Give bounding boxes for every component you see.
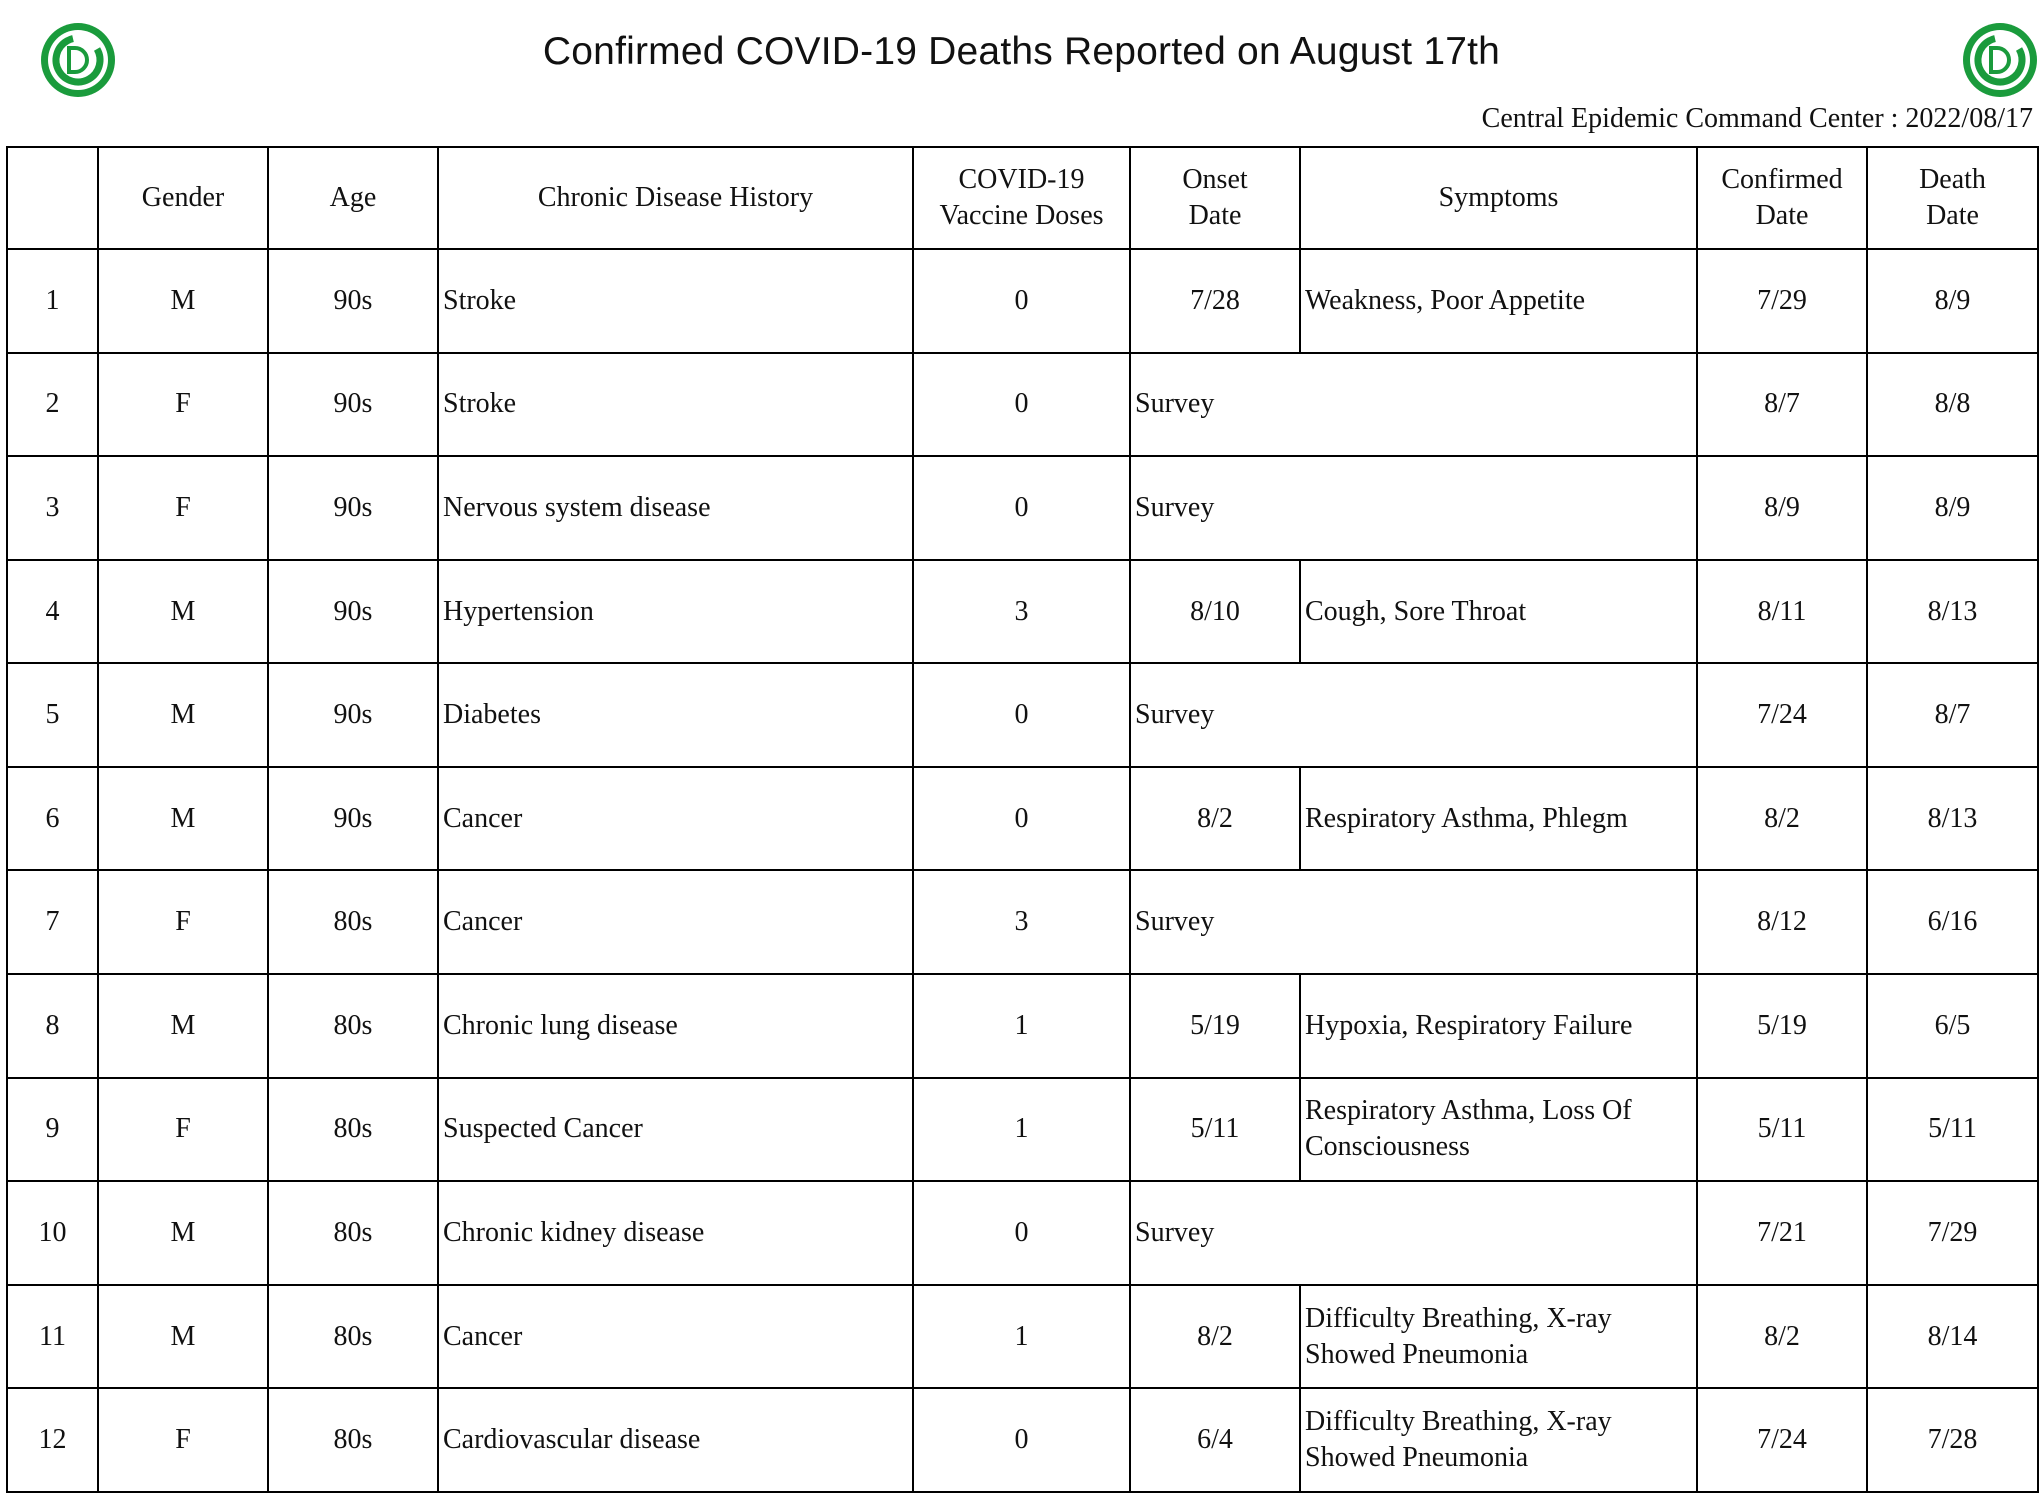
cell-confirmed: 8/2: [1697, 1285, 1867, 1389]
cell-symptoms: Respiratory Asthma, Loss Of Consciousness: [1300, 1078, 1697, 1182]
cell-death: 8/13: [1867, 767, 2038, 871]
cell-confirmed: 7/24: [1697, 1388, 1867, 1492]
cell-no: 6: [7, 767, 98, 871]
table-row: [7, 974, 2038, 1078]
col-header-gender: Gender: [98, 147, 268, 249]
cell-symptoms: Difficulty Breathing, X-ray Showed Pneumonia: [1300, 1285, 1697, 1389]
table-row: [7, 1388, 2038, 1492]
cell-survey: Survey: [1130, 456, 1697, 560]
cell-onset: 6/4: [1130, 1388, 1300, 1492]
col-header-confirmed-line2: Date: [1755, 200, 1809, 231]
cell-age: 80s: [268, 974, 438, 1078]
cell-gender: F: [98, 456, 268, 560]
cell-doses: 1: [913, 1285, 1130, 1389]
col-header-vaccine: [913, 147, 1130, 249]
cell-no: 4: [7, 560, 98, 664]
cell-confirmed: 8/11: [1697, 560, 1867, 664]
cell-chronic: Hypertension: [438, 560, 913, 664]
cell-gender: M: [98, 249, 268, 353]
source-line: Central Epidemic Command Center : 2022/08/17: [1481, 103, 2033, 134]
cell-no: 7: [7, 870, 98, 974]
cell-age: 90s: [268, 456, 438, 560]
cell-onset: 8/10: [1130, 560, 1300, 664]
cell-gender: F: [98, 1078, 268, 1182]
cell-symptoms: Cough, Sore Throat: [1300, 560, 1697, 664]
cell-death: 5/11: [1867, 1078, 2038, 1182]
col-header-onset-line2: Date: [1188, 200, 1242, 231]
cell-survey: Survey: [1130, 870, 1697, 974]
page-title: Confirmed COVID-19 Deaths Reported on August 17th: [542, 30, 1501, 73]
cell-death: 8/14: [1867, 1285, 2038, 1389]
cell-doses: 3: [913, 560, 1130, 664]
cell-onset: 8/2: [1130, 1285, 1300, 1389]
table-row: [7, 353, 2038, 457]
cell-confirmed: 8/9: [1697, 456, 1867, 560]
cell-gender: M: [98, 560, 268, 664]
cell-confirmed: 5/11: [1697, 1078, 1867, 1182]
header-row: [7, 147, 2038, 249]
cell-chronic: Chronic lung disease: [438, 974, 913, 1078]
col-header-chronic: Chronic Disease History: [438, 147, 913, 249]
cell-age: 90s: [268, 767, 438, 871]
cell-death: 8/13: [1867, 560, 2038, 664]
cell-death: 6/16: [1867, 870, 2038, 974]
cell-death: 8/9: [1867, 249, 2038, 353]
table-row: [7, 249, 2038, 353]
cell-survey: Survey: [1130, 663, 1697, 767]
cell-gender: M: [98, 1181, 268, 1285]
cell-chronic: Stroke: [438, 249, 913, 353]
cell-confirmed: 8/7: [1697, 353, 1867, 457]
cell-chronic: Cancer: [438, 767, 913, 871]
cell-no: 8: [7, 974, 98, 1078]
cell-death: 8/9: [1867, 456, 2038, 560]
cell-age: 90s: [268, 353, 438, 457]
col-header-vaccine-line2: Vaccine Doses: [939, 200, 1104, 231]
cell-age: 80s: [268, 1285, 438, 1389]
cell-no: 11: [7, 1285, 98, 1389]
cell-symptoms: Respiratory Asthma, Phlegm: [1300, 767, 1697, 871]
cell-doses: 0: [913, 767, 1130, 871]
cell-doses: 1: [913, 974, 1130, 1078]
cell-symptoms: Weakness, Poor Appetite: [1300, 249, 1697, 353]
cell-confirmed: 8/12: [1697, 870, 1867, 974]
cell-chronic: Stroke: [438, 353, 913, 457]
col-header-death: [1867, 147, 2038, 249]
cell-onset: 7/28: [1130, 249, 1300, 353]
cell-doses: 0: [913, 663, 1130, 767]
cell-gender: F: [98, 1388, 268, 1492]
cell-death: 8/8: [1867, 353, 2038, 457]
cell-no: 1: [7, 249, 98, 353]
cell-confirmed: 8/2: [1697, 767, 1867, 871]
cell-gender: M: [98, 974, 268, 1078]
col-header-age: Age: [268, 147, 438, 249]
cell-doses: 3: [913, 870, 1130, 974]
table-row: [7, 1181, 2038, 1285]
table-row: [7, 560, 2038, 664]
table-row: [7, 767, 2038, 871]
cell-death: 7/29: [1867, 1181, 2038, 1285]
cell-age: 80s: [268, 870, 438, 974]
cell-confirmed: 7/21: [1697, 1181, 1867, 1285]
cell-chronic: Chronic kidney disease: [438, 1181, 913, 1285]
cell-age: 80s: [268, 1388, 438, 1492]
col-header-vaccine-line1: COVID-19: [958, 164, 1085, 195]
cell-gender: F: [98, 353, 268, 457]
cell-no: 5: [7, 663, 98, 767]
cell-no: 10: [7, 1181, 98, 1285]
col-header-confirmed-line1: Confirmed: [1721, 164, 1843, 195]
cell-death: 6/5: [1867, 974, 2038, 1078]
cell-chronic: Cardiovascular disease: [438, 1388, 913, 1492]
cell-no: 12: [7, 1388, 98, 1492]
col-header-death-line2: Date: [1926, 200, 1979, 231]
cell-no: 9: [7, 1078, 98, 1182]
cell-confirmed: 7/24: [1697, 663, 1867, 767]
cell-doses: 0: [913, 249, 1130, 353]
cell-confirmed: 5/19: [1697, 974, 1867, 1078]
cell-onset: 8/2: [1130, 767, 1300, 871]
table-row: [7, 663, 2038, 767]
cell-chronic: Nervous system disease: [438, 456, 913, 560]
cell-no: 2: [7, 353, 98, 457]
cell-gender: M: [98, 767, 268, 871]
cell-doses: 0: [913, 456, 1130, 560]
table-row: [7, 1078, 2038, 1182]
cell-death: 8/7: [1867, 663, 2038, 767]
cell-confirmed: 7/29: [1697, 249, 1867, 353]
cell-symptoms: Hypoxia, Respiratory Failure: [1300, 974, 1697, 1078]
col-header-death-line1: Death: [1919, 164, 1986, 195]
cell-age: 90s: [268, 663, 438, 767]
cell-age: 80s: [268, 1078, 438, 1182]
cell-death: 7/28: [1867, 1388, 2038, 1492]
cell-chronic: Cancer: [438, 870, 913, 974]
table-row: [7, 1285, 2038, 1389]
cell-survey: Survey: [1130, 353, 1697, 457]
cell-doses: 0: [913, 1181, 1130, 1285]
col-header-onset-line1: Onset: [1182, 164, 1248, 195]
col-header-confirmed: [1697, 147, 1867, 249]
cell-no: 3: [7, 456, 98, 560]
cell-chronic: Cancer: [438, 1285, 913, 1389]
cell-gender: M: [98, 663, 268, 767]
cell-symptoms: Difficulty Breathing, X-ray Showed Pneumonia: [1300, 1388, 1697, 1492]
cell-gender: M: [98, 1285, 268, 1389]
cell-onset: 5/19: [1130, 974, 1300, 1078]
table-row: [7, 870, 2038, 974]
table-row: [7, 456, 2038, 560]
cell-chronic: Suspected Cancer: [438, 1078, 913, 1182]
cell-doses: 0: [913, 1388, 1130, 1492]
cell-gender: F: [98, 870, 268, 974]
cell-age: 90s: [268, 560, 438, 664]
cell-age: 80s: [268, 1181, 438, 1285]
col-header-onset: [1130, 147, 1300, 249]
col-header-symptoms: Symptoms: [1300, 147, 1697, 249]
cell-doses: 0: [913, 353, 1130, 457]
col-header-no: [7, 147, 98, 249]
cell-doses: 1: [913, 1078, 1130, 1182]
cell-age: 90s: [268, 249, 438, 353]
deaths-table: [6, 146, 2039, 1493]
cell-onset: 5/11: [1130, 1078, 1300, 1182]
cell-chronic: Diabetes: [438, 663, 913, 767]
cell-survey: Survey: [1130, 1181, 1697, 1285]
